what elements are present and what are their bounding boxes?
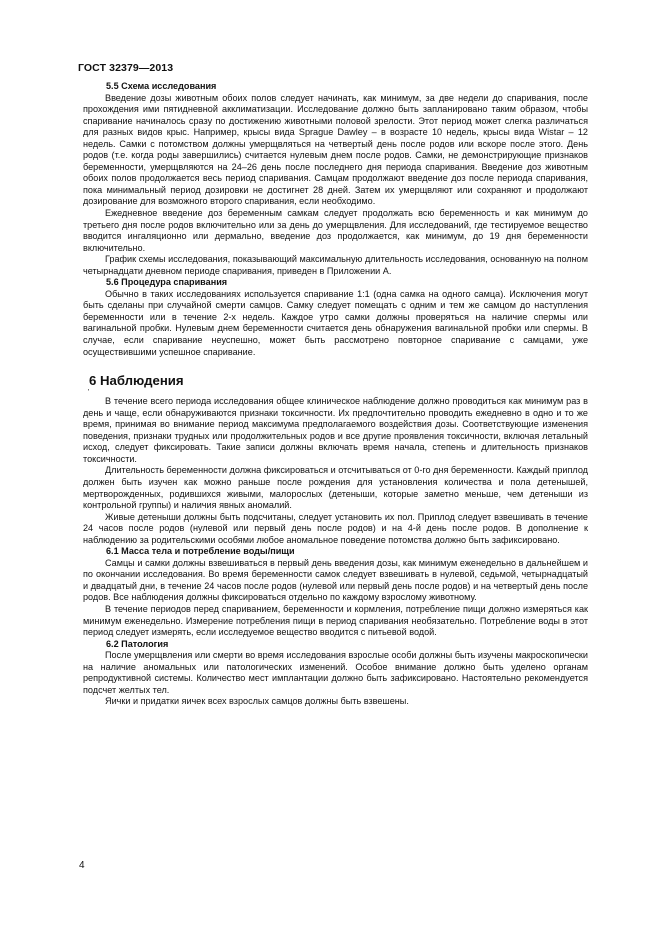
- page-body: [83, 81, 588, 708]
- section-5-5-heading: 5.5 Схема исследования: [106, 81, 217, 91]
- section-5-6-heading: 5.6 Процедура спаривания: [106, 277, 228, 288]
- stray-mark: ': [88, 389, 90, 397]
- section-6-2-paragraph-2: Яички и придатки яичек всех взрослых самцов должны быть взвешены.: [105, 696, 409, 707]
- section-6-1-paragraph-1: Самцы и самки должны взвешиваться в первый день введения дозы, как минимум еженедельно в дальнейшем и по окончании исследования. Во время беременности самок следует взвешивать в нулевой, седьмой, четырнадцатый и двадцатый дни, в течение 24 часов после родов (нулевой или первый день после родов) и на четвертый день после родов. Все наблюдения должны фиксироваться отдельно по каждому взрослому животному.: [83, 557, 588, 603]
- section-6-heading: 6 Наблюдения: [89, 373, 184, 389]
- page-number: 4: [79, 860, 85, 871]
- section-5-5-paragraph-2: Ежедневное введение доз беременным самкам следует продолжать всю беременность и как минимум до третьего дня после родов включительно или за день до умерщвления. Для исследований, где тестируемое вещество вводится ингаляционно или дермально, введение доз продолжается, как минимум, до 19 дня беременности включительно.: [83, 208, 588, 253]
- section-6-paragraph-3: Живые детеныши должны быть подсчитаны, следует установить их пол. Приплод следует взвешивать в течение 24 часов после родов (нулевой или первый день после родов) и на 4-й день после родов. В дополнение к наблюдению за родительскими особями любое аномальное поведение потомства должно быть зафиксировано.: [83, 511, 588, 545]
- section-6-2-paragraph-1: После умерщвления или смерти во время исследования взрослые особи должны быть изучены макроскопически на наличие аномальных или патологических изменений. Особое внимание должно быть уделено органам репродуктивной системы. Количество мест имплантации должно быть зафиксировано. Настоятельно рекомендуется подсчет желтых тел.: [83, 650, 588, 695]
- section-6-1-paragraph-2: В течение периодов перед спариванием, беременности и кормления, потребление пищи должно измеряться как минимум еженедельно. Измерение потребления пищи в период спаривания необязательно. Потребление воды в этот период следует измерять, если исследуемое вещество вводится с питьевой водой.: [83, 603, 588, 638]
- section-6-paragraph-1: В течение всего периода исследования общее клиническое наблюдение должно проводиться как минимум раз в день и чаще, если обнаруживаются признаки токсичности. Их предпочтительно проводить ежедневно в одно и то же время, принимая во внимание период максимума предполагаемого воздействия дозы. Соответствующие изменения поведения, признаки трудных или продолжительных родов и все другие проявления токсичности, включая летальный исход, следует фиксировать. Такие записи должны включать время начала, степень и длительность признаков токсичности.: [83, 396, 588, 464]
- section-6-1-heading: 6.1 Масса тела и потребление воды/пищи: [106, 546, 295, 557]
- section-5-5-paragraph-1: Введение дозы животным обоих полов следует начинать, как минимум, за две недели до спаривания, после прохождения ими пятидневной акклиматизации. Исследование должно быть запланировано таким образом, чтобы спаривание начиналось сразу по достижению животными половой зрелости. Этот период может слегка различаться для разных видов крыс. Например, крысы вида Sprague Dawley – в возрасте 10 недель, крысы вида Wistar – 12 недель. Самки с потомством должны умерщвляться на четвертый день после родов или вскоре после этого. День родов (т.е. когда роды завершились) считается нулевым днем после родов. Самки, не демонстрирующие признаков беременности, умерщвляются на 24–26 день после последнего дня периода спаривания. Введение доз животным обоих полов продолжается весь период спаривания. Самцам продолжают введение доз после периода спаривания, пока минимальный период дозировки не достигнет 28 дней. Затем их умерщвляют или сохраняют и продолжают дозирование для возможного второго спаривания, если необходимо.: [83, 92, 588, 207]
- section-5-5-paragraph-3: График схемы исследования, показывающий максимальную длительность исследования, основанную на полном четырнадцати дневном периоде спаривания, приведен в Приложении А.: [83, 254, 588, 276]
- section-6-paragraph-2: Длительность беременности должна фиксироваться и отсчитываться от 0-го дня беременности. Каждый приплод должен быть изучен как можно раньше после рождения для установления количества и пола детенышей, мертворожденных, родившихся живыми, малорослых (детеныши, которые заметно меньше, чем детеныши из контрольной группы) и наличия явных аномалий.: [83, 465, 588, 511]
- section-6-2-heading: 6.2 Патология: [106, 638, 169, 649]
- section-5-6-paragraph-1: Обычно в таких исследованиях используется спаривание 1:1 (одна самка на одного самца). Исключения могут быть сделаны при случайной смерти самцов. Самку следует помещать с одним и тем же самцом до наступления беременности или в течение 2-х недель. Каждое утро самки должны проверяться на наличие спермы или вагинальной пробки. Нулевым днем беременности считается день обнаружения вагинальной пробки или спермы. В случае, если спаривание неуспешно, может быть рассмотрено повторное спаривание с самцами, уже осуществившими успешное спаривание.: [83, 288, 588, 357]
- standard-header: ГОСТ 32379—2013: [78, 62, 174, 74]
